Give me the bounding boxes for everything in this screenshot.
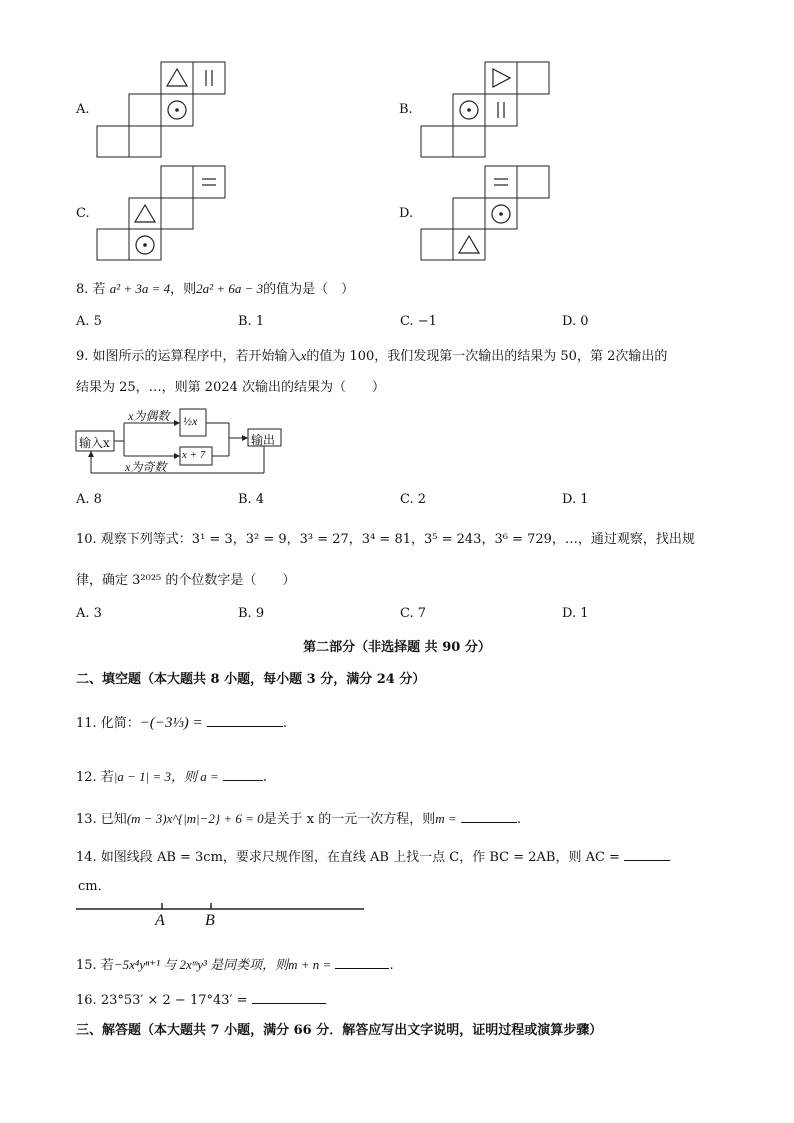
flow-odd-label: x为奇数 bbox=[125, 460, 167, 474]
question-10-line-2: 律，确定 3²⁰²⁵ 的个位数字是（ ） bbox=[76, 573, 296, 588]
q15-answer-blank[interactable] bbox=[335, 955, 389, 969]
option-c-label: C. bbox=[76, 206, 90, 221]
q10-option-c[interactable]: C. 7 bbox=[400, 606, 427, 621]
flow-half-box: ½x bbox=[183, 414, 198, 428]
flow-plus7-box: x + 7 bbox=[182, 449, 206, 461]
question-14-line-2: cm． bbox=[78, 879, 111, 894]
section-2-title: 二、填空题（本大题共 8 小题，每小题 3 分，满分 24 分） bbox=[76, 672, 426, 687]
question-15: 15. 若−5x⁴yⁿ⁺¹ 与 2xᵐy³ 是同类项，则m + n = . bbox=[76, 957, 394, 973]
q8-option-d[interactable]: D. 0 bbox=[562, 314, 589, 329]
point-a-label: A bbox=[155, 912, 165, 929]
q8-option-b[interactable]: B. 1 bbox=[238, 314, 265, 329]
q16-answer-blank[interactable] bbox=[252, 990, 326, 1004]
question-12: 12. 若|a − 1| = 3，则 a = . bbox=[76, 769, 268, 785]
q9-option-c[interactable]: C. 2 bbox=[400, 492, 427, 507]
q9-option-b[interactable]: B. 4 bbox=[238, 492, 265, 507]
question-11: 11. 化简：−(−3⅓) = . bbox=[76, 715, 287, 731]
q10-option-b[interactable]: B. 9 bbox=[238, 606, 265, 621]
flow-output-box: 输出 bbox=[251, 433, 276, 447]
q8-option-a[interactable]: A. 5 bbox=[76, 314, 102, 329]
question-14-line-1: 14. 如图线段 AB = 3cm，要求尺规作图，在直线 AB 上找一点 C，作 BC = 2AB，则 AC = bbox=[76, 846, 670, 865]
flow-even-label: x为偶数 bbox=[128, 409, 170, 423]
question-16: 16. 23°53′ × 2 − 17°43′ = bbox=[76, 990, 326, 1008]
q9-option-a[interactable]: A. 8 bbox=[76, 492, 102, 507]
option-b-label: B. bbox=[399, 102, 413, 117]
question-13: 13. 已知(m − 3)x^{|m|−2} + 6 = 0是关于 x 的一元一次方程，则m = . bbox=[76, 811, 521, 827]
question-9-line-2: 结果为 25，…，则第 2024 次输出的结果为（ ） bbox=[76, 380, 386, 395]
q10-option-d[interactable]: D. 1 bbox=[562, 606, 589, 621]
q8-option-c[interactable]: C. −1 bbox=[400, 314, 437, 329]
flow-input-box: 输入x bbox=[79, 436, 110, 450]
option-d-label: D. bbox=[399, 206, 414, 221]
question-9-line-1: 9. 如图所示的运算程序中，若开始输入x的值为 100，我们发现第一次输出的结果为 50，第 2次输出的 bbox=[76, 348, 668, 364]
q10-option-a[interactable]: A. 3 bbox=[76, 606, 102, 621]
section-3-title: 三、解答题（本大题共 7 小题，满分 66 分．解答应写出文字说明，证明过程或演算步骤） bbox=[76, 1023, 603, 1038]
option-a-label: A. bbox=[76, 102, 90, 117]
question-10-line-1: 10. 观察下列等式：3¹ = 3，3² = 9，3³ = 27，3⁴ = 81，3⁵ = 243，3⁶ = 729，…，通过观察，找出规 bbox=[76, 532, 695, 547]
question-8-stem: 8. 若 a² + 3a = 4，则2a² + 6a − 3的值为是（ ） bbox=[76, 281, 355, 297]
part-2-title: 第二部分（非选择题 共 90 分） bbox=[303, 640, 491, 655]
q9-option-d[interactable]: D. 1 bbox=[562, 492, 589, 507]
point-b-label: B bbox=[205, 912, 215, 929]
